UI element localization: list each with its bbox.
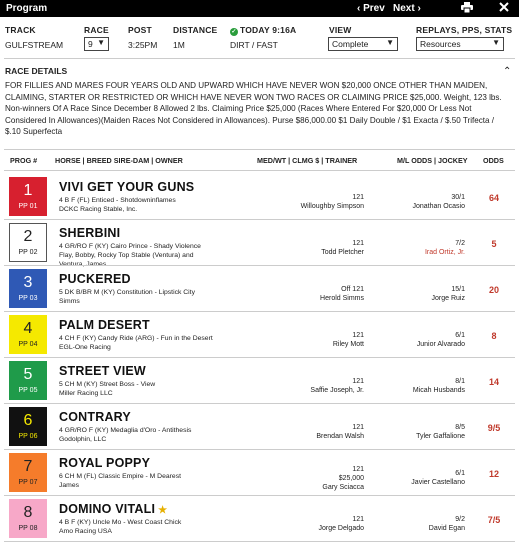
- post-position: PP 05: [18, 387, 38, 394]
- trainer: Jorge Delgado: [318, 525, 364, 532]
- col-odds: ODDS: [483, 156, 504, 165]
- view-select[interactable]: [328, 37, 398, 51]
- med-weight-trainer: [294, 193, 364, 211]
- ml-jockey: [384, 515, 465, 533]
- jockey: Irad Ortiz, Jr.: [424, 249, 465, 256]
- trainer: Riley Mott: [332, 341, 364, 348]
- post-position: PP 06: [18, 433, 38, 440]
- distance-label: DISTANCE: [173, 25, 218, 35]
- program-number-badge: [9, 499, 47, 538]
- live-odds: 5: [491, 239, 497, 249]
- program-number-badge: [9, 177, 47, 216]
- table-row[interactable]: [4, 266, 515, 312]
- divider: [4, 58, 515, 59]
- jockey: Micah Husbands: [412, 387, 465, 394]
- weight: 121: [352, 466, 364, 473]
- jockey: David Egan: [428, 525, 465, 532]
- prev-button[interactable]: ‹ Prev: [357, 3, 385, 14]
- weight: 121: [352, 516, 364, 523]
- ml-odds: 7/2: [455, 240, 465, 247]
- live-odds: 12: [488, 469, 499, 479]
- weight: Off 121: [341, 286, 364, 293]
- replays-label: REPLAYS, PPS, STATS: [416, 25, 513, 35]
- horse-name-text: ROYAL POPPY: [59, 456, 151, 470]
- breed-sire-dam: 6 CH M (FL) Classic Empire - M Dearest: [59, 473, 181, 480]
- horse-name-text: DOMINO VITALI: [59, 502, 156, 516]
- ml-jockey: [384, 239, 465, 257]
- trainer: Brendan Walsh: [316, 433, 364, 440]
- program-number: 5: [23, 366, 33, 383]
- track-label: TRACK: [5, 25, 36, 35]
- program-number: 2: [23, 228, 33, 245]
- trainer: Gary Sciacca: [322, 484, 364, 491]
- table-row[interactable]: [4, 358, 515, 404]
- resources-select-value: Resources: [420, 39, 461, 49]
- ml-odds: 8/1: [455, 378, 465, 385]
- horse-name[interactable]: [59, 226, 120, 240]
- horse-name[interactable]: [59, 502, 167, 516]
- live-odds: 7/5: [487, 515, 501, 525]
- table-row[interactable]: [4, 496, 515, 542]
- med-weight-trainer: [294, 285, 364, 303]
- horse-name-text: VIVI GET YOUR GUNS: [59, 180, 195, 194]
- horse-name[interactable]: [59, 180, 194, 194]
- program-number: 6: [23, 412, 33, 429]
- breed-sire-dam: 4 CH F (KY) Candy Ride (ARG) - Fun in the Desert: [59, 335, 213, 342]
- owner: DCKC Racing Stable, Inc.: [59, 206, 138, 213]
- horse-info: [59, 472, 229, 490]
- program-number-badge: [9, 269, 47, 308]
- table-row[interactable]: [4, 404, 515, 450]
- today-text: TODAY 9:16A: [240, 25, 297, 35]
- table-row[interactable]: [4, 220, 515, 266]
- weight: 121: [352, 194, 364, 201]
- post-position: PP 08: [18, 525, 38, 532]
- jockey: Junior Alvarado: [416, 341, 465, 348]
- close-icon[interactable]: [499, 2, 509, 15]
- ml-odds: 15/1: [451, 286, 465, 293]
- resources-select[interactable]: [416, 37, 504, 51]
- trainer: Willoughby Simpson: [300, 203, 364, 210]
- owner: EGL-One Racing: [59, 344, 111, 351]
- breed-sire-dam: 4 GR/RO F (KY) Medaglia d'Oro - Antithesis: [59, 427, 192, 434]
- live-odds: 9/5: [487, 423, 501, 433]
- program-number-badge: [9, 407, 47, 446]
- table-row[interactable]: [4, 450, 515, 496]
- horse-name[interactable]: [59, 456, 150, 470]
- owner: James: [59, 482, 80, 489]
- race-details-title: RACE DETAILS: [5, 66, 68, 76]
- program-number: 4: [23, 320, 33, 337]
- program-number-badge: [9, 223, 47, 262]
- post-position: PP 03: [18, 295, 38, 302]
- program-number-badge: [9, 315, 47, 354]
- breed-sire-dam: 4 B F (FL) Enticed - Shotdowninflames: [59, 197, 176, 204]
- program-number-badge: [9, 453, 47, 492]
- view-label: VIEW: [329, 25, 352, 35]
- col-ml: M/L ODDS | JOCKEY: [397, 156, 468, 165]
- horse-name-text: PALM DESERT: [59, 318, 150, 332]
- horse-info: [59, 334, 229, 352]
- divider: [4, 170, 515, 171]
- view-select-value: Complete: [332, 39, 369, 49]
- med-weight-trainer: [294, 465, 364, 492]
- ml-odds: 9/2: [455, 516, 465, 523]
- col-horse: HORSE | BREED SIRE-DAM | OWNER: [55, 156, 183, 165]
- horse-name[interactable]: [59, 410, 131, 424]
- divider: [4, 541, 515, 542]
- weight: 121: [352, 332, 364, 339]
- breed-sire-dam: 4 GR/RO F (KY) Cairo Prince - Shady Violence: [59, 243, 201, 250]
- owner: Simms: [59, 298, 80, 305]
- breed-sire-dam: 5 DK B/BR M (KY) Constitution - Lipstick City: [59, 289, 195, 296]
- breed-sire-dam: 5 CH M (KY) Street Boss - View: [59, 381, 156, 388]
- horse-name-text: STREET VIEW: [59, 364, 146, 378]
- horse-name[interactable]: [59, 272, 131, 286]
- ml-odds: 30/1: [451, 194, 465, 201]
- chevron-down-icon: ▼: [97, 38, 105, 47]
- live-odds: 64: [488, 193, 499, 203]
- trainer: Todd Pletcher: [321, 249, 364, 256]
- post-position: PP 07: [18, 479, 38, 486]
- med-weight-trainer: [294, 331, 364, 349]
- next-button[interactable]: Next ›: [393, 3, 421, 14]
- check-icon: ✓: [231, 29, 237, 35]
- live-odds: 8: [491, 331, 497, 341]
- owner: Miller Racing LLC: [59, 390, 113, 397]
- horse-info: [59, 518, 229, 536]
- chevron-down-icon: ▼: [492, 38, 500, 47]
- program-number: 1: [23, 182, 33, 199]
- ml-jockey: [384, 331, 465, 349]
- race-select[interactable]: [84, 37, 109, 51]
- col-prog: PROG #: [10, 156, 38, 165]
- jockey: Jonathan Ocasio: [412, 203, 465, 210]
- horse-info: [59, 288, 229, 306]
- ml-odds: 8/5: [455, 424, 465, 431]
- horse-name-text: PUCKERED: [59, 272, 131, 286]
- post-label: POST: [128, 25, 152, 35]
- distance-value: 1M: [173, 40, 185, 50]
- chevron-down-icon: ▼: [386, 38, 394, 47]
- ml-jockey: [384, 193, 465, 211]
- med-weight-trainer: [294, 515, 364, 533]
- ml-jockey: [384, 285, 465, 303]
- chevron-up-icon[interactable]: ⌃: [503, 66, 512, 77]
- ml-jockey: [384, 469, 465, 487]
- ml-odds: 6/1: [455, 332, 465, 339]
- trainer: Herold Simms: [320, 295, 364, 302]
- table-row[interactable]: [4, 312, 515, 358]
- live-odds: 20: [488, 285, 499, 295]
- owner: Amo Racing USA: [59, 528, 112, 535]
- program-number-badge: [9, 361, 47, 400]
- post-position: PP 04: [18, 341, 38, 348]
- horse-name-text: SHERBINI: [59, 226, 121, 240]
- print-icon[interactable]: [461, 2, 473, 16]
- horse-info: [59, 380, 229, 398]
- ml-jockey: [384, 423, 465, 441]
- med-weight-trainer: [294, 377, 364, 395]
- today-label: [230, 25, 296, 36]
- weight: 121: [352, 240, 364, 247]
- race-select-value: 9: [88, 39, 93, 49]
- horse-info: [59, 196, 229, 214]
- program-number: 8: [23, 504, 33, 521]
- top-bar: [0, 0, 519, 17]
- track-value: GULFSTREAM: [5, 40, 64, 50]
- weight: 121: [352, 378, 364, 385]
- post-position: PP 02: [18, 249, 38, 256]
- surface-value: DIRT / FAST: [230, 40, 278, 50]
- post-position: PP 01: [18, 203, 38, 210]
- jockey: Tyler Gaffalione: [416, 433, 465, 440]
- page-title: Program: [6, 3, 48, 14]
- race-details-text: FOR FILLIES AND MARES FOUR YEARS OLD AND UPWARD WHICH HAVE NEVER WON $20,000 ONCE OTHER THAN MAIDEN, CLAIMING, STARTER OR RESTRICTED OR WHICH HAVE NEVER WON TWO RACES OR CLAIMING PRICE $25,000. Weight, 123 lbs. Non-winners Of A Race Since December 8 Allowed 2 lbs. Claiming Price $25,000 (Races Where Entered For $20,000 Or Less Not Considered In Allowances)(Maiden Races Not Considered in Allowances). Purse $86,000.00 $1 Daily Double / $1 Exacta / $.50 Trifecta / $.10 Superfecta: [5, 81, 502, 136]
- post-value: 3:25PM: [128, 40, 158, 50]
- jockey: Javier Castellano: [411, 479, 465, 486]
- med-weight-trainer: [294, 239, 364, 257]
- med-weight-trainer: [294, 423, 364, 441]
- owner: Flay, Bobby, Rocky Top Stable (Ventura) and: [59, 252, 194, 259]
- owner: Godolphin, LLC: [59, 436, 107, 443]
- program-number: 3: [23, 274, 33, 291]
- ml-odds: 6/1: [455, 470, 465, 477]
- horse-name-text: CONTRARY: [59, 410, 131, 424]
- star-icon: ★: [158, 505, 168, 516]
- horse-name[interactable]: [59, 364, 146, 378]
- horse-name[interactable]: [59, 318, 150, 332]
- divider: [4, 149, 515, 150]
- ml-jockey: [384, 377, 465, 395]
- claiming-price: $25,000: [338, 475, 364, 482]
- table-row[interactable]: [4, 174, 515, 220]
- col-med: MED/WT | CLMG $ | TRAINER: [257, 156, 358, 165]
- breed-sire-dam: 4 B F (KY) Uncle Mo - West Coast Chick: [59, 519, 182, 526]
- program-number: 7: [23, 458, 33, 475]
- trainer: Saffie Joseph, Jr.: [310, 387, 364, 394]
- race-label: RACE: [84, 25, 109, 35]
- weight: 121: [352, 424, 364, 431]
- jockey: Jorge Ruiz: [431, 295, 465, 302]
- live-odds: 14: [488, 377, 499, 387]
- horse-info: [59, 426, 229, 444]
